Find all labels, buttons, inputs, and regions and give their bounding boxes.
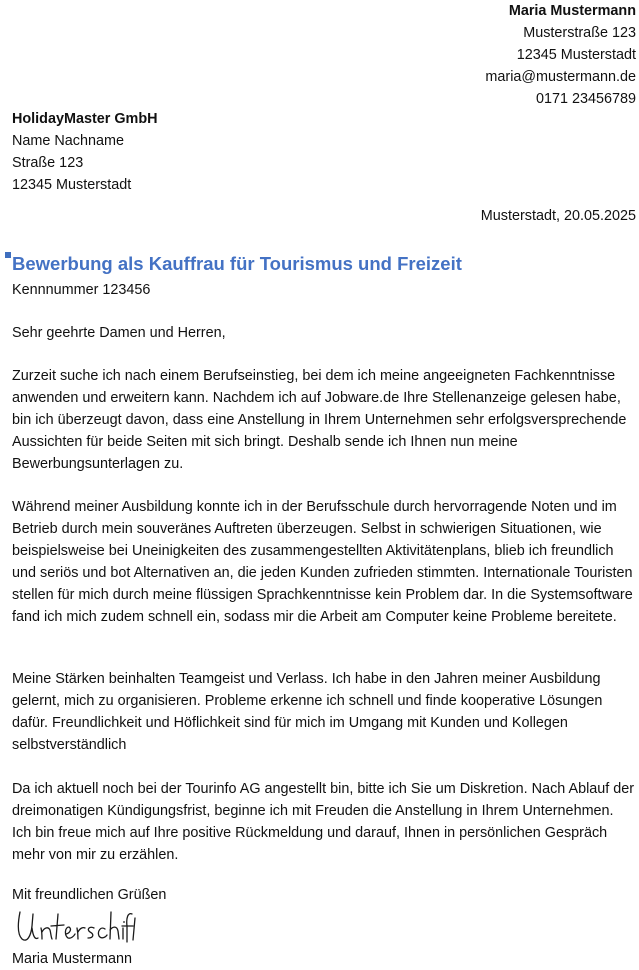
sender-street: Musterstraße 123 (523, 25, 636, 41)
body-paragraph-2: Während meiner Ausbildung konnte ich in der Berufsschule durch hervorragende Noten und im Betrieb durch mein souveränes Auftreten überzeugen. Selbst in schwierigen Situationen, wie beispielsweise bei Uneinigkeiten des zusammengestellten Aktivitätenplans, blieb ich freundlich und seriös und bot Alternativen an, die jeden Kunden zufrieden stimmten. Internationale Touristen stellen für mich durch meine flüssigen Sprachkenntnisse kein Problem dar. In die Systemsoftware fand ich mich zudem schnell ein, sodass mir die Arbeit am Computer keine Probleme bereitete. (12, 499, 633, 625)
body-paragraph-1: Zurzeit suche ich nach einem Berufseinstieg, bei dem ich meine angeeigneten Fachkenntnisse anwenden und erweitern kann. Nachdem ich auf Jobware.de Ihre Stellenanzeige gelesen habe, bin ich überzeugt davon, dass eine Anstellung in Ihrem Unternehmen sehr erfolgsversprechende Aussichten für beide Seiten mit sich bringt. Deshalb sende ich Ihnen nun meine Bewerbungsunterlagen zu. (12, 368, 627, 472)
recipient-city: 12345 Musterstadt (12, 177, 132, 193)
sender-email: maria@mustermann.de (485, 69, 636, 85)
body-paragraph-3: Meine Stärken beinhalten Teamgeist und Verlass. Ich habe in den Jahren meiner Ausbildung gelernt, mich zu organisieren. Probleme erkenne ich schnell und finde kooperative Lösungen dafür. Freundlichkeit und Höflichkeit sind für mich im Umgang mit Kunden und Kollegen selbstverständlich (12, 671, 603, 753)
handwritten-signature (14, 906, 136, 950)
sender-name: Maria Mustermann (508, 3, 636, 19)
recipient-contact: Name Nachname (12, 133, 124, 149)
sender-address-block (485, 0, 636, 110)
closing-phrase: Mit freundlichen Grüßen (12, 887, 167, 903)
salutation: Sehr geehrte Damen und Herren, (12, 325, 226, 341)
subject-marker (5, 252, 11, 258)
body-paragraph-4: Da ich aktuell noch bei der Tourinfo AG angestellt bin, bitte ich Sie um Diskretion. Nach Ablauf der dreimonatigen Kündigungsfrist, beginne ich mit Freuden die Anstellung in Ihrem Unternehmen. Ich bin freue mich auf Ihre positive Rückmeldung und darauf, Ihnen in persönlichen Gespräch mehr von mir zu erzählen. (12, 781, 635, 863)
recipient-company: HolidayMaster GmbH (12, 111, 158, 127)
sender-phone: 0171 23456789 (535, 91, 636, 107)
reference-number: Kennnummer 123456 (12, 282, 151, 298)
letter-subject: Bewerbung als Kauffrau für Tourismus und Freizeit (12, 253, 462, 274)
letter-date: Musterstadt, 20.05.2025 (480, 208, 636, 224)
recipient-address-block (12, 108, 158, 196)
recipient-street: Straße 123 (12, 155, 84, 171)
sender-city: 12345 Musterstadt (516, 47, 636, 63)
signer-name: Maria Mustermann (12, 951, 132, 967)
